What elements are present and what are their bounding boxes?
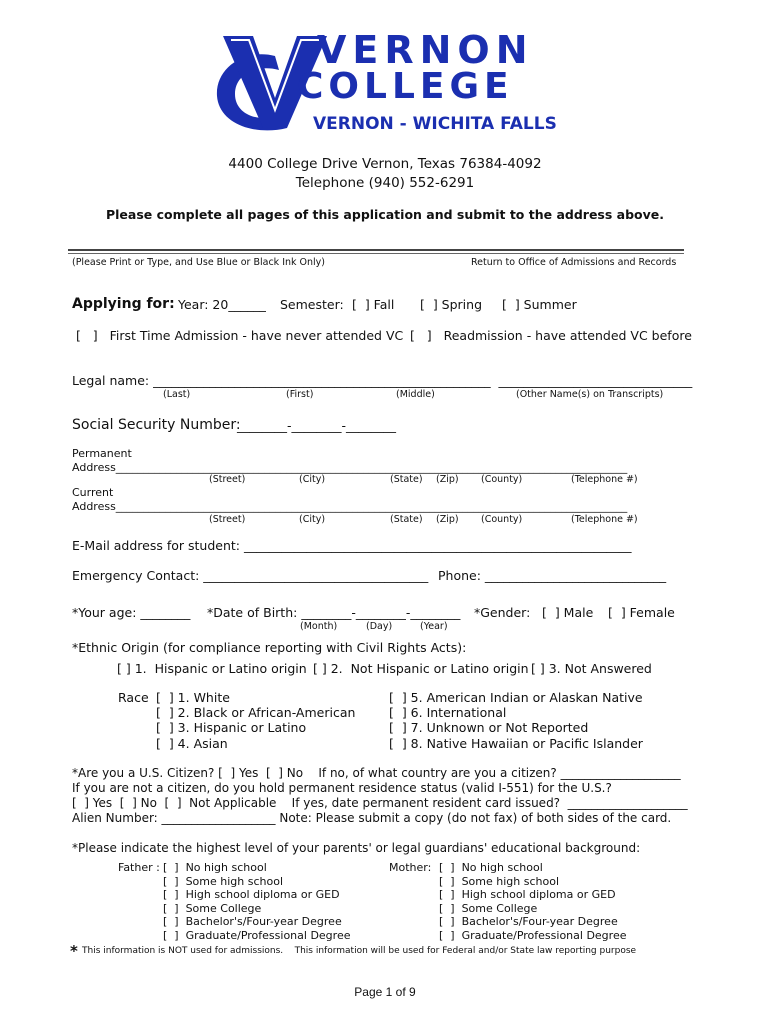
college-logo: [205, 28, 565, 138]
year-field[interactable]: Year: 20______: [178, 297, 266, 312]
father-option[interactable]: [ ] Graduate/Professional Degree: [163, 929, 351, 942]
race-option[interactable]: [ ] 6. International: [389, 705, 507, 720]
father-option[interactable]: [ ] No high school: [163, 861, 267, 874]
dob-day-caption: (Day): [366, 621, 393, 632]
race-option[interactable]: [ ] 1. White: [156, 690, 230, 705]
dob-year-caption: (Year): [420, 621, 448, 632]
submission-instruction: Please complete all pages of this application and submit to the address above.: [105, 207, 665, 222]
perm-street-caption: (Street): [209, 474, 246, 485]
citizen-question[interactable]: *Are you a U.S. Citizen? [ ] Yes [ ] No If no, of what country are you a citizen? ____________________: [72, 766, 681, 780]
curr-county-caption: (County): [481, 514, 523, 525]
mother-option[interactable]: [ ] Some College: [439, 902, 538, 915]
semester-label: Semester:: [280, 297, 344, 312]
last-name-caption: (Last): [163, 389, 191, 400]
mother-option[interactable]: [ ] Bachelor's/Four-year Degree: [439, 915, 618, 928]
current-label: Current: [72, 486, 114, 499]
readmission-checkbox[interactable]: [ ] Readmission - have attended VC before: [410, 328, 692, 343]
permanent-label: Permanent: [72, 447, 132, 460]
ssn-field[interactable]: ________-________-________: [237, 418, 397, 433]
mother-label: Mother:: [389, 861, 432, 874]
race-label: Race: [118, 690, 149, 705]
perm-county-caption: (County): [481, 474, 523, 485]
spring-checkbox[interactable]: [ ] Spring: [420, 297, 483, 312]
first-name-caption: (First): [286, 389, 314, 400]
ethnic-not-hispanic-checkbox[interactable]: [ ] 2. Not Hispanic or Latino origin: [313, 661, 529, 676]
other-names-caption: (Other Name(s) on Transcripts): [516, 389, 664, 400]
permanent-residence-question: If you are not a citizen, do you hold permanent residence status (valid I-551) for the U.S.?: [72, 781, 612, 795]
curr-street-caption: (Street): [209, 514, 246, 525]
applying-for-label: Applying for:: [72, 296, 175, 312]
emergency-phone-field[interactable]: Phone: _____________________________: [438, 568, 667, 583]
logo-line-college: COLLEGE: [297, 66, 514, 107]
perm-zip-caption: (Zip): [436, 474, 459, 485]
curr-telephone-caption: (Telephone #): [571, 514, 638, 525]
race-option[interactable]: [ ] 2. Black or African-American: [156, 705, 356, 720]
father-option[interactable]: [ ] Some high school: [163, 875, 284, 888]
header-divider-2: [68, 253, 684, 254]
father-option[interactable]: [ ] Bachelor's/Four-year Degree: [163, 915, 342, 928]
ssn-label: Social Security Number:: [72, 417, 241, 433]
ethnic-not-answered-checkbox[interactable]: [ ] 3. Not Answered: [531, 661, 652, 676]
gender-label: *Gender:: [474, 605, 531, 620]
legal-name-field[interactable]: Legal name: ______________________________________________________ _______________________________: [72, 373, 693, 388]
emergency-contact-field[interactable]: Emergency Contact: ____________________________________: [72, 568, 429, 583]
logo-subtitle: VERNON - WICHITA FALLS: [313, 114, 557, 134]
page-number: Page 1 of 9: [354, 985, 416, 999]
father-label: Father :: [118, 861, 160, 874]
alien-number-row[interactable]: Alien Number: ___________________ Note: Please submit a copy (do not fax) of both sides of the card.: [72, 811, 672, 825]
mother-option[interactable]: [ ] No high school: [439, 861, 543, 874]
dob-month-caption: (Month): [300, 621, 338, 632]
mother-option[interactable]: [ ] High school diploma or GED: [439, 888, 616, 901]
curr-state-caption: (State): [390, 514, 423, 525]
male-checkbox[interactable]: [ ] Male: [542, 605, 594, 620]
perm-state-caption: (State): [390, 474, 423, 485]
age-field[interactable]: *Your age: ________: [72, 605, 191, 620]
current-address-field[interactable]: Address_____________________________________________________________________________________________: [72, 500, 628, 513]
footnote-text: This information is NOT used for admissions. This information will be used for Federal and/or State law reporting purpose: [82, 946, 637, 956]
father-option[interactable]: [ ] Some College: [163, 902, 262, 915]
race-option[interactable]: [ ] 7. Unknown or Not Reported: [389, 720, 589, 735]
permanent-address-field[interactable]: Address_____________________________________________________________________________________________: [72, 461, 628, 474]
college-address: 4400 College Drive Vernon, Texas 76384-4092: [228, 156, 542, 172]
middle-name-caption: (Middle): [396, 389, 435, 400]
logo-line-vernon: VERNON: [317, 28, 534, 72]
perm-telephone-caption: (Telephone #): [571, 474, 638, 485]
perm-city-caption: (City): [299, 474, 326, 485]
ethnic-hispanic-checkbox[interactable]: [ ] 1. Hispanic or Latino origin: [117, 661, 307, 676]
email-field[interactable]: E-Mail address for student: ______________________________________________________________: [72, 538, 632, 553]
first-time-admission-checkbox[interactable]: [ ] First Time Admission - have never attended VC: [76, 328, 404, 343]
dob-field[interactable]: *Date of Birth: ________-________-________: [207, 605, 461, 620]
footnote-star: *: [70, 942, 78, 960]
female-checkbox[interactable]: [ ] Female: [608, 605, 675, 620]
father-option[interactable]: [ ] High school diploma or GED: [163, 888, 340, 901]
summer-checkbox[interactable]: [ ] Summer: [502, 297, 577, 312]
race-option[interactable]: [ ] 8. Native Hawaiian or Pacific Islander: [389, 736, 643, 751]
race-option[interactable]: [ ] 4. Asian: [156, 736, 228, 751]
ethnic-origin-label: *Ethnic Origin (for compliance reporting with Civil Rights Acts):: [72, 640, 467, 655]
return-to-note: Return to Office of Admissions and Records: [471, 257, 677, 268]
curr-zip-caption: (Zip): [436, 514, 459, 525]
mother-option[interactable]: [ ] Some high school: [439, 875, 560, 888]
residence-answer-row[interactable]: [ ] Yes [ ] No [ ] Not Applicable If yes, date permanent resident card issued? ____________________: [72, 796, 688, 810]
parents-education-label: *Please indicate the highest level of your parents' or legal guardians' educational background:: [72, 841, 641, 855]
curr-city-caption: (City): [299, 514, 326, 525]
mother-option[interactable]: [ ] Graduate/Professional Degree: [439, 929, 627, 942]
print-type-note: (Please Print or Type, and Use Blue or Black Ink Only): [72, 257, 325, 268]
race-option[interactable]: [ ] 5. American Indian or Alaskan Native: [389, 690, 643, 705]
fall-checkbox[interactable]: [ ] Fall: [352, 297, 395, 312]
header-divider: [68, 249, 684, 251]
college-telephone: Telephone (940) 552-6291: [295, 175, 475, 191]
race-option[interactable]: [ ] 3. Hispanic or Latino: [156, 720, 307, 735]
